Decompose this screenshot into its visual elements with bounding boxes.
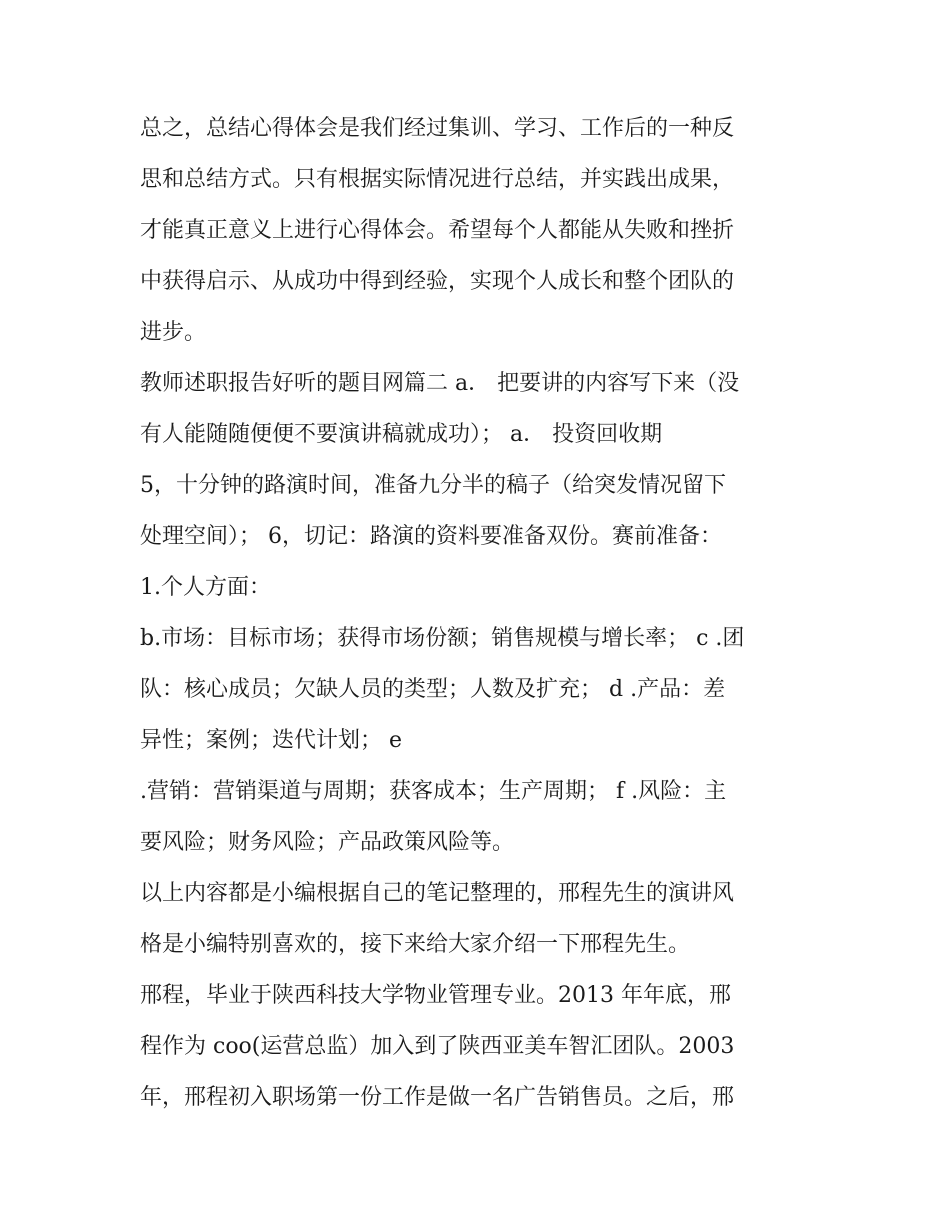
text-line: 以上内容都是小编根据自己的笔记整理的，邢程先生的演讲风	[140, 881, 735, 906]
text-line: 有人能随随便便不要演讲稿就成功）； a． 投资回收期	[140, 422, 663, 447]
text-line: 格是小编特别喜欢的，接下来给大家介绍一下邢程先生。	[140, 932, 691, 957]
text-line: 年，邢程初入职场第一份工作是做一名广告销售员。之后，邢	[140, 1085, 735, 1110]
text-line: 要风险；财务风险；产品政策风险等。	[140, 830, 515, 855]
text-line: 教师述职报告好听的题目网篇二 a． 把要讲的内容写下来（没	[140, 371, 740, 396]
text-line: .营销：营销渠道与周期；获客成本；生产周期； f .风险：主	[140, 779, 727, 804]
text-line: 思和总结方式。只有根据实际情况进行总结，并实践出成果，	[140, 167, 735, 192]
text-line: 5，十分钟的路演时间，准备九分半的稿子（给突发情况留下	[140, 473, 726, 498]
text-line: 邢程，毕业于陕西科技大学物业管理专业。2013 年年底，邢	[140, 983, 731, 1008]
text-line: 才能真正意义上进行心得体会。希望每个人都能从失败和挫折	[140, 218, 735, 243]
document-body	[140, 103, 820, 1123]
text-line: 1.个人方面：	[140, 575, 271, 600]
text-line: 队：核心成员；欠缺人员的类型；人数及扩充； d .产品：差	[140, 677, 726, 702]
text-line: 总之，总结心得体会是我们经过集训、学习、工作后的一种反	[140, 116, 735, 141]
text-line: 中获得启示、从成功中得到经验，实现个人成长和整个团队的	[140, 269, 735, 294]
text-line: 异性；案例；迭代计划； e	[140, 728, 403, 753]
text-line: 处理空间）； 6，切记：路演的资料要准备双份。赛前准备：	[140, 524, 722, 549]
text-line: 进步。	[140, 320, 207, 345]
text-line: 程作为 coo(运营总监）加入到了陕西亚美车智汇团队。2003	[140, 1034, 735, 1059]
text-line: b.市场：目标市场；获得市场份额；销售规模与增长率； c .团	[140, 626, 745, 651]
